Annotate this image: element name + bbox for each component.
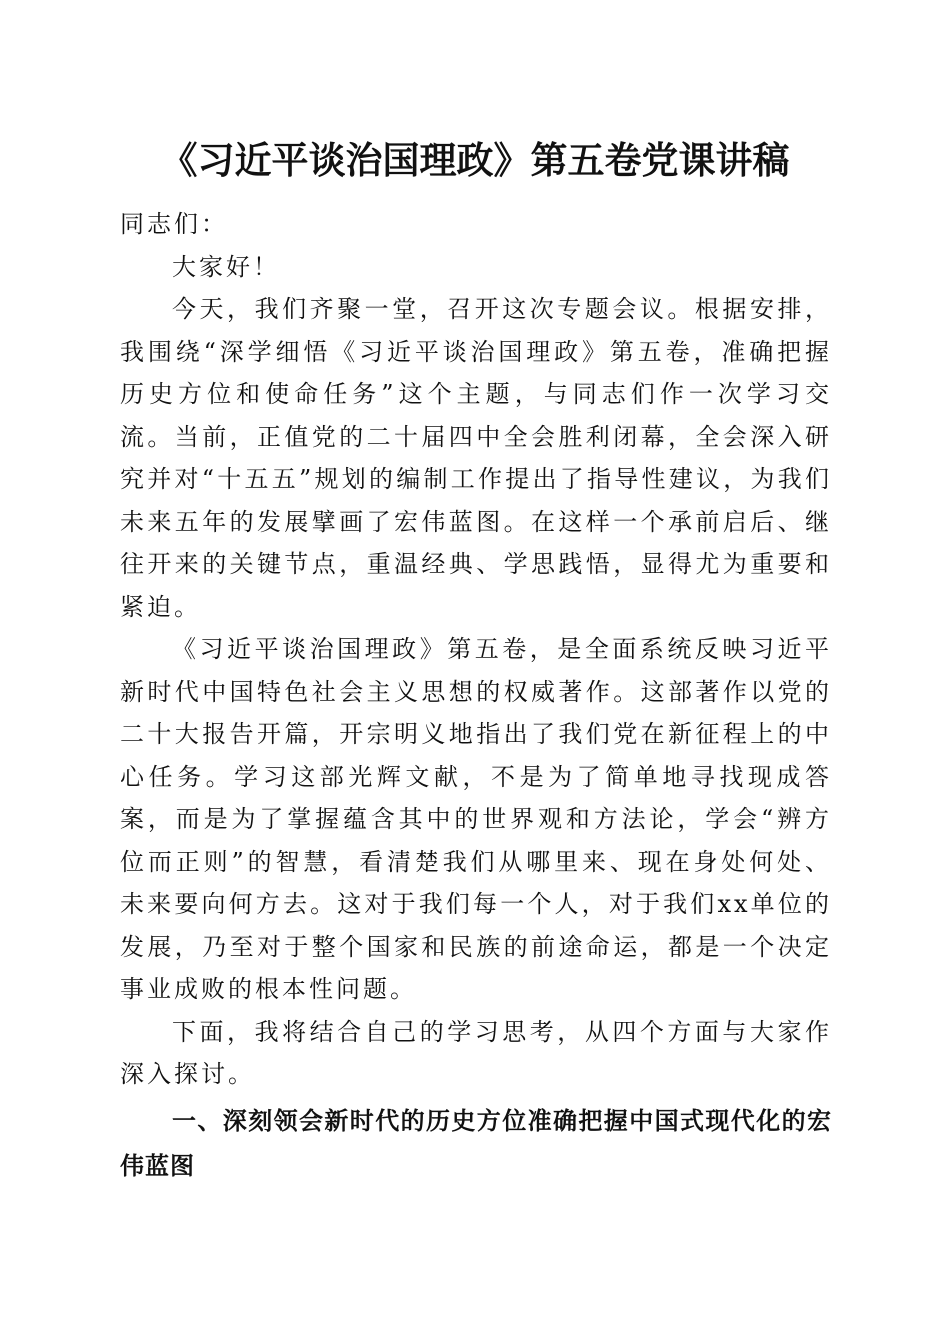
salutation: 同志们：: [120, 210, 228, 238]
paragraph-outline: 下面，我将结合自己的学习思考，从四个方面与大家作深入探讨。: [120, 1017, 832, 1088]
section-heading: 一、深刻领会新时代的历史方位准确把握中国式现代化的宏伟蓝图: [120, 1106, 832, 1180]
document-body: [120, 203, 832, 1189]
greeting: 大家好！: [172, 252, 280, 281]
document-title: 《习近平谈治国理政》第五卷党课讲稿: [160, 138, 790, 182]
paragraph-book: 《习近平谈治国理政》第五卷，是全面系统反映习近平新时代中国特色社会主义思想的权威著作。这部著作以党的二十大报告开篇，开宗明义地指出了我们党在新征程上的中心任务。学习这部光辉文献，不是为了简单地寻找现成答案，而是为了掌握蕴含其中的世界观和方法论，学会“辨方位而正则”的智慧，看清楚我们从哪里来、现在身处何处、未来要向何方去。这对于我们每一个人，对于我们xx单位的发展，乃至对于整个国家和民族的前途命运，都是一个决定事业成败的根本性问题。: [120, 635, 832, 1003]
paragraph-intro: 今天，我们齐聚一堂，召开这次专题会议。根据安排，我围绕“深学细悟《习近平谈治国理政》第五卷，准确把握历史方位和使命任务”这个主题，与同志们作一次学习交流。当前，正值党的二十届四中全会胜利闭幕，全会深入研究并对“十五五”规划的编制工作提出了指导性建议，为我们未来五年的发展擘画了宏伟蓝图。在这样一个承前启后、继往开来的关键节点，重温经典、学思践悟，显得尤为重要和紧迫。: [120, 295, 832, 621]
